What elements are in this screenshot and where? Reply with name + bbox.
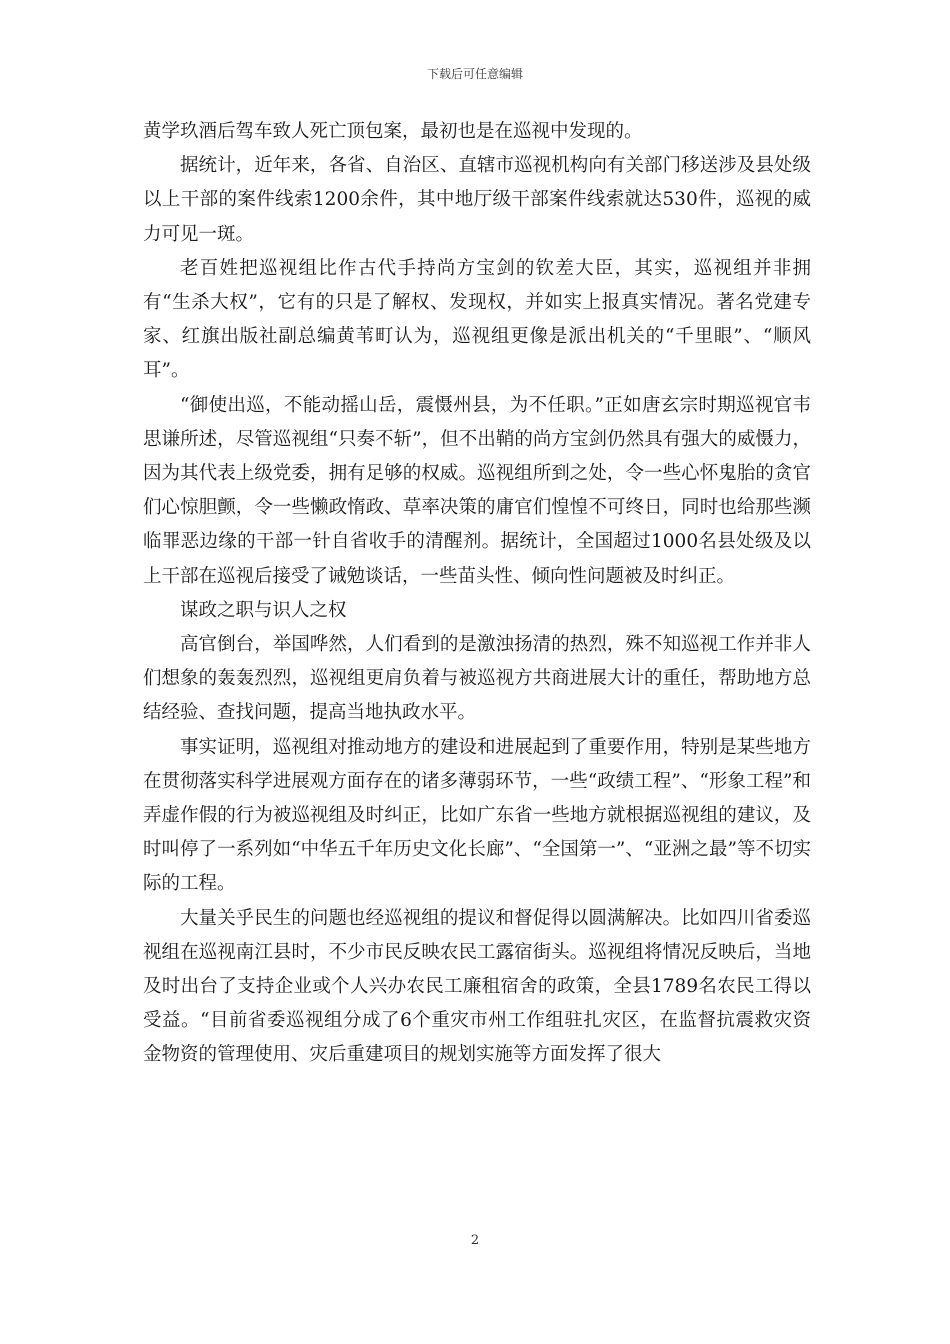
- paragraph-6: 事实证明，巡视组对推动地方的建设和进展起到了重要作用，特别是某些地方在贯彻落实科学进展观方面存在的诸多薄弱环节，一些“政绩工程”、“形象工程”和弄虚作假的行为被巡视组及时纠正，比如广东省一些地方就根据巡视组的建议，及时叫停了一系列如“中华五千年历史文化长廊”、“全国第一”、“亚洲之最”等不切实际的工程。: [143, 736, 811, 895]
- paragraph-5: 高官倒台，举国哗然，人们看到的是激浊扬清的热烈，殊不知巡视工作并非人们想象的轰轰烈烈，巡视组更肩负着与被巡视方共商进展大计的重任，帮助地方总结经验、查找问题，提高当地执政水平。: [143, 634, 811, 724]
- paragraph-7: 大量关乎民生的问题也经巡视组的提议和督促得以圆满解决。比如四川省委巡视组在巡视南江县时，不少市民反映农民工露宿街头。巡视组将情况反映后，当地及时出台了支持企业或个人兴办农民工廉租宿舍的政策，全县1789名农民工得以受益。“目前省委巡视组分成了6个重灾市州工作组驻扎灾区，在监督抗震救灾资金物资的管理使用、灾后重建项目的规划实施等方面发挥了很大: [143, 907, 811, 1066]
- paragraph-2: 据统计，近年来，各省、自治区、直辖市巡视机构向有关部门移送涉及县处级以上干部的案件线索1200余件，其中地厅级干部案件线索就达530件，巡视的威力可见一斑。: [143, 155, 811, 245]
- section-heading: 谋政之职与识人之权: [180, 599, 347, 621]
- page-number: 2: [470, 1233, 480, 1248]
- document-body: [143, 115, 811, 1073]
- paragraph-3: 老百姓把巡视组比作古代手持尚方宝剑的钦差大臣，其实，巡视组并非拥有“生杀大权”，它有的只是了解权、发现权，并如实上报真实情况。著名党建专家、红旗出版社副总编黄苇町认为，巡视组更像是派出机关的“千里眼”、“顺风耳”。: [143, 257, 811, 382]
- paragraph-1: 黄学玖酒后驾车致人死亡顶包案，最初也是在巡视中发现的。: [143, 121, 643, 142]
- paragraph-4: “御使出巡，不能动摇山岳，震慑州县，为不任职。”正如唐玄宗时期巡视官韦思谦所述，尽管巡视组“只奏不斩”，但不出鞘的尚方宝剑仍然具有强大的威慑力，因为其代表上级党委，拥有足够的权威。巡视组所到之处，令一些心怀鬼胎的贪官们心惊胆颤，令一些懒政惰政、草率决策的庸官们惶惶不可终日，同时也给那些濒临罪恶边缘的干部一针自省收手的清醒剂。据统计，全国超过1000名县处级及以上干部在巡视后接受了诫勉谈话，一些苗头性、倾向性问题被及时纠正。: [143, 394, 811, 587]
- page-header: 下载后可任意编辑: [426, 67, 523, 81]
